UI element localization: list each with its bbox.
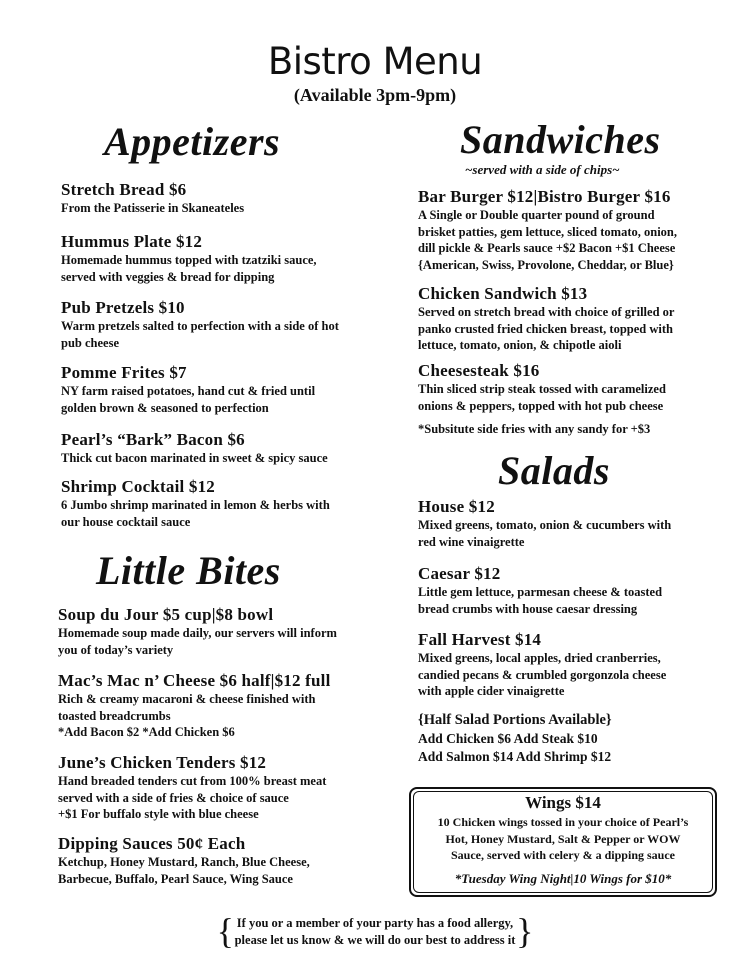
wings-desc-line: Hot, Honey Mustard, Salt & Pepper or WOW <box>445 831 681 846</box>
left-brace: { <box>216 911 234 951</box>
item-name: Pearl’s “Bark” Bacon $6 <box>61 430 245 449</box>
item-name: Chicken Sandwich $13 <box>418 284 588 303</box>
half-salad-addon: Add Salmon $14 Add Shrimp $12 <box>418 749 612 764</box>
menu-item <box>58 834 388 887</box>
item-name: Stretch Bread $6 <box>61 180 187 199</box>
menu-subtitle: (Available 3pm-9pm) <box>293 85 457 105</box>
half-salad-block <box>418 711 748 766</box>
item-name: Mac’s Mac n’ Cheese $6 half|$12 full <box>58 671 331 690</box>
item-desc: *Add Bacon $2 *Add Chicken $6 <box>58 725 235 739</box>
item-name: Pomme Frites $7 <box>61 363 187 382</box>
wing-night-promo: *Tuesday Wing Night|10 Wings for $10* <box>454 871 672 886</box>
sandwiches-served-note: ~served with a side of chips~ <box>465 162 620 177</box>
item-desc: dill pickle & Pearls sauce +$2 Bacon +$1 Cheese <box>418 241 676 255</box>
appetizers-heading: Appetizers <box>104 119 281 164</box>
item-desc: our house cocktail sauce <box>61 514 191 529</box>
wings-title: Wings $14 <box>525 793 601 812</box>
item-desc: served with veggies & bread for dipping <box>61 269 275 284</box>
item-name: Bar Burger $12|Bistro Burger $16 <box>418 187 671 206</box>
item-name: Hummus Plate $12 <box>61 232 203 251</box>
item-desc: red wine vinaigrette <box>418 534 525 549</box>
allergy-line: If you or a member of your party has a food allergy, <box>236 916 514 930</box>
allergy-notice-inner <box>216 911 534 951</box>
item-desc: brisket patties, gem lettuce, sliced tomato, onion, <box>418 224 677 239</box>
menu-item <box>418 187 748 273</box>
item-desc: Mixed greens, tomato, onion & cucumbers with <box>418 518 672 532</box>
item-desc: pub cheese <box>61 335 119 350</box>
item-name: Dipping Sauces 50¢ Each <box>58 834 246 853</box>
menu-item <box>418 564 748 617</box>
item-desc: Thin sliced strip steak tossed with caramelized <box>418 382 666 396</box>
item-desc: Homemade soup made daily, our servers will inform <box>58 626 337 640</box>
sandwich-side-note: *Subsitute side fries with any sandy for +$3 <box>418 422 651 436</box>
item-desc: with apple cider vinaigrette <box>418 684 565 698</box>
allergy-notice <box>0 911 750 951</box>
item-desc: A Single or Double quarter pound of ground <box>418 208 655 222</box>
sandwiches-heading: Sandwiches <box>460 117 661 162</box>
item-name: House $12 <box>418 497 495 516</box>
allergy-line: please let us know & we will do our best to address it <box>234 932 516 947</box>
menu-title: Bistro Menu <box>267 40 483 83</box>
item-desc: candied pecans & crumbled gorgonzola cheese <box>418 667 667 682</box>
menu-item <box>61 298 391 351</box>
item-name: Pub Pretzels $10 <box>61 298 185 317</box>
item-desc: NY farm raised potatoes, hand cut & fried until <box>61 384 316 398</box>
menu-item <box>61 430 391 467</box>
item-desc: onions & peppers, topped with hot pub cheese <box>418 398 664 413</box>
right-brace: } <box>516 911 534 951</box>
menu-item <box>58 605 388 658</box>
item-name: Soup du Jour $5 cup|$8 bowl <box>58 605 274 624</box>
item-desc: Warm pretzels salted to perfection with a side of hot <box>61 319 339 333</box>
item-desc: Mixed greens, local apples, dried cranberries, <box>418 651 661 665</box>
item-desc: {American, Swiss, Provolone, Cheddar, or Blue} <box>418 257 674 272</box>
item-name: Fall Harvest $14 <box>418 630 542 649</box>
menu-item <box>61 477 391 530</box>
menu-item <box>418 630 748 700</box>
menu-item <box>418 361 748 414</box>
half-salad-heading: {Half Salad Portions Available} <box>418 712 612 728</box>
little-bites-heading: Little Bites <box>96 548 281 593</box>
menu-item <box>61 232 391 285</box>
item-desc: lettuce, tomato, onion, & chipotle aioli <box>418 338 622 352</box>
menu-item <box>61 363 391 416</box>
menu-item <box>58 671 388 741</box>
item-desc: Served on stretch bread with choice of grilled or <box>418 305 675 319</box>
item-desc: Little gem lettuce, parmesan cheese & toasted <box>418 585 663 599</box>
item-desc: you of today’s variety <box>58 642 174 657</box>
half-salad-addon: Add Chicken $6 Add Steak $10 <box>418 731 598 746</box>
item-desc: Homemade hummus topped with tzatziki sauce, <box>61 253 317 267</box>
item-desc: Rich & creamy macaroni & cheese finished with <box>58 692 316 706</box>
menu-item <box>58 753 388 823</box>
item-desc: golden brown & seasoned to perfection <box>61 400 269 415</box>
item-desc: From the Patisserie in Skaneateles <box>61 201 245 215</box>
salads-heading: Salads <box>498 448 610 493</box>
item-name: Shrimp Cocktail $12 <box>61 477 215 496</box>
item-name: Caesar $12 <box>418 564 501 583</box>
menu-item <box>61 180 391 217</box>
item-desc: 6 Jumbo shrimp marinated in lemon & herbs with <box>61 498 330 512</box>
wings-desc-line: Sauce, served with celery & a dipping sauce <box>451 848 675 862</box>
item-desc: bread crumbs with house caesar dressing <box>418 601 638 616</box>
item-desc: panko crusted fried chicken breast, topped with <box>418 321 673 336</box>
item-desc: served with a side of fries & choice of sauce <box>58 790 289 805</box>
item-name: Cheesesteak $16 <box>418 361 540 380</box>
item-name: June’s Chicken Tenders $12 <box>58 753 267 772</box>
menu-item <box>418 497 748 550</box>
item-desc: toasted breadcrumbs <box>58 708 171 723</box>
item-desc: +$1 For buffalo style with blue cheese <box>58 807 259 821</box>
wings-desc <box>411 814 715 864</box>
wings-desc-line: 10 Chicken wings tossed in your choice of Pearl’s <box>437 815 689 829</box>
item-desc: Thick cut bacon marinated in sweet & spicy sauce <box>61 451 328 465</box>
wings-box <box>409 787 717 897</box>
item-desc: Barbecue, Buffalo, Pearl Sauce, Wing Sauce <box>58 871 293 886</box>
item-desc: Hand breaded tenders cut from 100% breast meat <box>58 774 327 788</box>
menu-item <box>418 284 748 354</box>
item-desc: Ketchup, Honey Mustard, Ranch, Blue Cheese, <box>58 855 310 869</box>
